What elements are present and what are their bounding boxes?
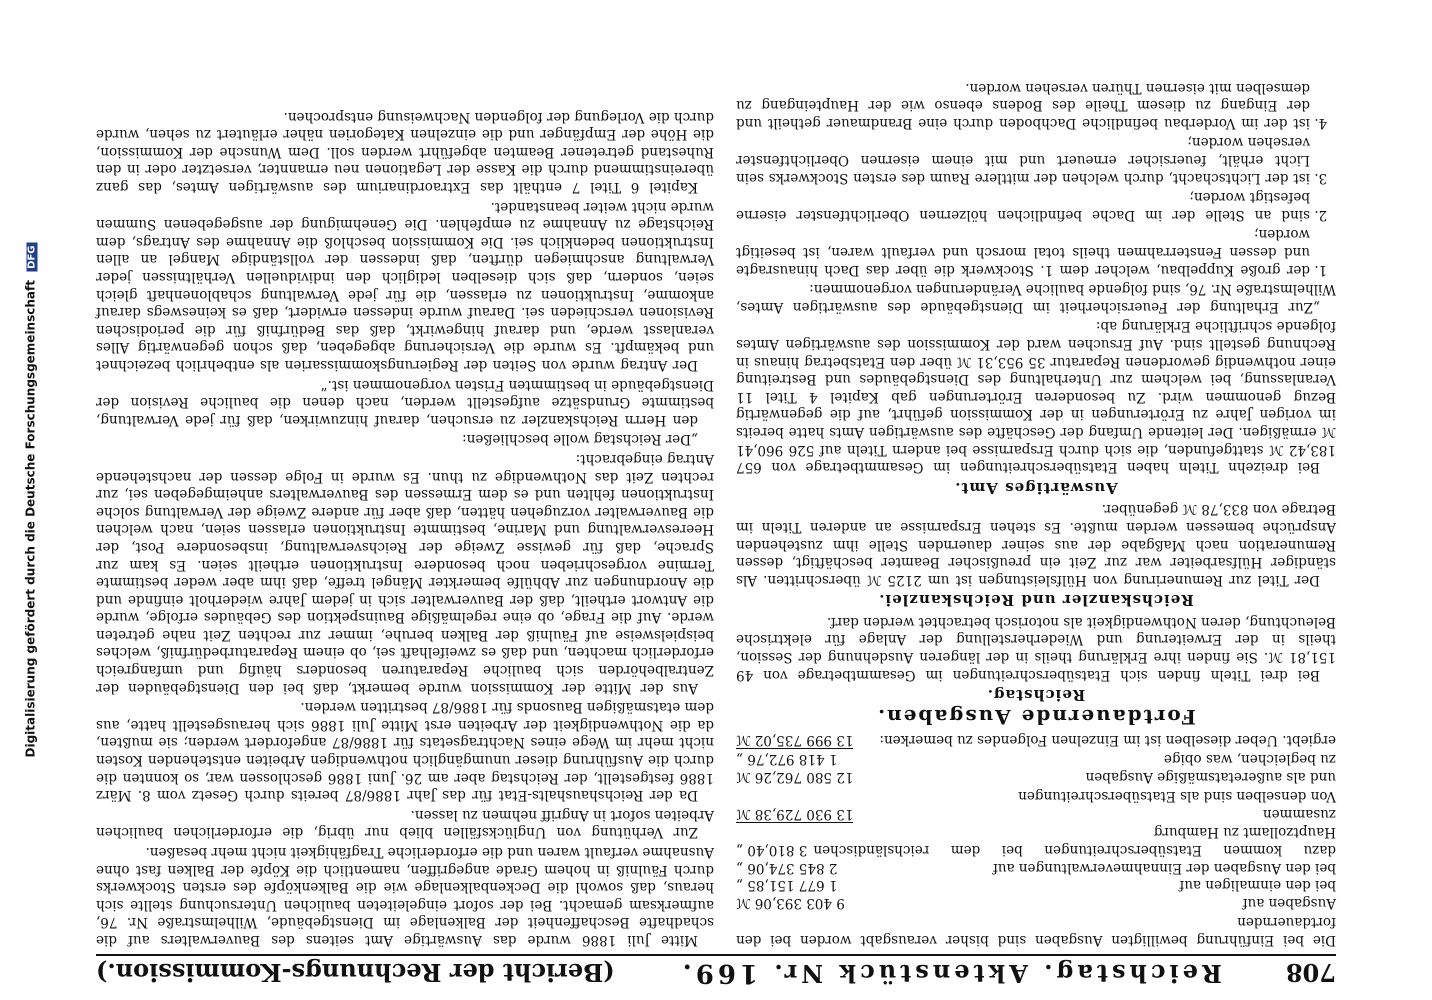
paragraph: Bei dreizehn Titeln haben Etatsüberschreitungen im Gesammtbetrage von 657 183,42 ℳ stattgefunden, die sich durch Ersparnisse bei andern Titeln auf 526 960,41 ℳ ermäßigen. Der leitende Umfang der Geschäfte des auswärtigen Amts hatte bereits im vorigen Jahre zu Erörterungen in der Kommission geführt, auf die gegenwärtig Bezug genommen wird. Zu besonderen Erörterungen gab Kapitel 4 Titel 11 Veranlassung, bei welchem zur Unterhaltung des Dienstgebäudes und Bestreitung einer nothwendig gewordenen Reparatur 35 953,31 ℳ über den Etatsbetrag hinaus in Rechnung gestellt sind. Auf Ersuchen ward der Kommission des auswärtigen Amtes folgende schriftliche Erklärung ab: [736,318,1336,476]
text-column-left [736,76,1336,948]
dfg-logo: DFG [27,243,38,272]
quote-intro: „Zur Erhaltung der Feuersicherheit im Dienstgebäude des auswärtigen Amtes, Wilhelmstraße Nr. 76, sind folgende bauliche Veränderungen vorgenommen: [736,281,1336,315]
list-item: 4. ist der im Vorderbau befindliche Dachboden durch eine Brandmauer getheilt und der Eingang zu diesem Theile des Bodens ebenso wie der Haupteingang zu demselben mit eisernen Thüren versehen worden. [736,78,1310,131]
list-item: 1. der große Kuppelbau, welcher dem 1. Stockwerk die über das Dach hinausragte und dessen Fensterrahmen theils total morsch und verfault waren, ist beseitigt worden; [736,225,1310,278]
paragraph: Bei drei Titeln finden sich Etatsüberschreitungen im Gesammtbetrage von 49 151,81 ℳ. Sie finden ihre Erklärung theils in der längeren Ausdehnung der Session, theils in der Erweiterung und Wiederherstellung der Anlage für elektrische Beleuchtung, deren Nothwendigkeit als notorisch betrachtet werden darf. [736,613,1336,683]
digitization-credit [0,0,62,1000]
page-header [96,954,1336,992]
paragraph: Der Antrag wurde von Seiten der Regierungskommissarien als entbehrlich bezeichnet und bekämpft. Es wurde die Versicherung abgegeben, daß schon gegenwärtig Alles veranlasst werde, und darauf hingewirkt, daß das Bedürfniß für die periodischen Revisionen verschieden sei. Darauf wurde indessen erwidert, daß es keineswegs darauf ankomme, Instruktionen zu erlassen, die für jede Verwaltung schablonenhaft gleich seien, sondern, daß sich dieselben lediglich den individuellen Verhältnissen jeder Verwaltung anschmiegen dürften, daß indessen der vollständige Mangel an allen Instruktionen bedenklich sei. Die Kommission beschloß die Annahme des Antrags, dem Reichstage zu Annahme zu empfehlen. Die Genehmigung der ausgegebenen Summen wurde nicht weiter beanstandet. [96,198,714,373]
quote-body: den Herrn Reichskanzler zu ersuchen, darauf hinzuwirken, daß für jede Verwaltung, bestimmte Grundsätze aufgestellt werden, nach denen die bauliche Revision der Dienstgebäude in bestimmten Fristen vorgenommen ist.“ [96,376,714,428]
figure-row: dazu kommen Etatsüberschreitungen bei dem reichsländischen Hauptzollamt zu Hamburg 3 810,40 „ [736,824,1336,859]
section-title: Fortdauernde Ausgaben. [876,704,1196,729]
paragraph: Zur Verhütung von Unglücksfällen blieb nur übrig, die erforderlichen baulichen Arbeiten sofort in Angriff nehmen zu lassen. [96,806,714,841]
figure-row: und als außeretatsmäßige Ausgaben 12 580 762,26 ℳ [736,768,1336,785]
paragraph: Der Titel zur Remunerirung von Hülfsleistungen ist um 2125 ℳ überschritten. Als ständiger Hülfsarbeiter war zur Zeit ein preußischer Beamter beschäftigt, dessen Remuneration nach Maßgabe der aus seiner dauernden Stelle ihm zustehenden Ansprüche bemessen werden mußte. Es stehen Ersparnisse an anderen Titeln im Betrage von 833,78 ℳ gegenüber. [736,501,1336,588]
figure-row: bei den einmaligen auf 1 677 151,85 „ [736,877,1336,894]
paragraph: Von denselben sind als Etatsüberschreitungen [1018,788,1336,805]
header-document-number: 169. [678,958,759,988]
numbered-list [736,78,1336,278]
header-title: Reichstag. Aktenstück Nr. 169. [678,958,1222,988]
paragraph: Mitte Juli 1886 wurde das Auswärtige Amt seitens des Bauverwalters auf die schadhafte Beschaffenheit der Balkenlage im Dienstgebäude, Wilhelmstraße Nr. 76, aufmerksam gemacht. Bei der sofort eingeleiteten baulichen Untersuchung stellte sich heraus, daß sowohl die Deckenbalkenlage wie die Balkenköpfe des ersten Stockwerks durch Fäulniß in hohem Grade angegriffen, namentlich die Köpfe der Balken fast ohne Ausnahme verfault waren und die erforderliche Tragfähigkeit nicht mehr besaßen. [96,844,714,948]
figure-row-total: ergiebt. Ueber dieselben ist im Einzelnen Folgendes zu bemerken: 13 999 735,02 ℳ [736,732,1336,749]
paragraph: Da der Reichshaushalts-Etat für das Jahr 1886/87 bereits durch Gesetz vom 8. März 1886 festgestellt, der Reichstag aber am 26. Juni 1886 geschlossen war, so konnten die durch die Ausführung dieser unumgänglich nothwendigen Arbeiten entstehenden Kosten nicht mehr im Wege eines Nachtragsetats für 1886/87 angefordert werden; sie mußten, da die Nothwendigkeit der Arbeiten erst Mitte Juli 1886 sich herausgestellt hatte, aus dem etatsmäßigen Bausonds für 1886/87 bestritten werden. [96,699,714,804]
quote-intro: „Der Reichstag wolle beschließen: [462,431,698,448]
figure-row: zu begleichen, was obige 1 418 972,76 „ [736,751,1336,768]
figure-row: bei den Ausgaben der Einnahmeverwaltungen auf 2 845 374,06 „ [736,859,1336,876]
header-page-number: 708 [1285,958,1336,987]
paragraph: Die bei Einführung bewilligten Ausgaben sind bisher verausgabt worden bei den fortdauernden [736,914,1336,948]
figure-row-total: zusammen 13 930 729,38 ℳ [736,805,1336,822]
list-item: 2. sind an Stelle der im Dache befindlichen hölzernen Oberlichtfenster eiserne befestigt worden; [736,188,1310,223]
subsection-title: Reichskanzler und Reichskanzlei. [878,591,1194,610]
subsection-title: Reichstag. [986,686,1086,705]
digitization-text: Digitalisierung gefördert durch die Deutsche Forschungsgemeinschaft [23,280,38,758]
paragraph: Aus der Mitte der Kommission wurde bemerkt, daß bei den Dienstgebäuden der Zentralbehörden sich bauliche Reparaturen besonders häufig und umfangreich erforderlich machten, und daß es zweifelhaft sei, ob einem Reparaturbedürfniß, welches beispielsweise auf Fäulniß der Balken beruhe, immer zur rechten Zeit nahe getreten werde. Auf die Frage, ob eine regelmäßige Bauinspektion des Gebäudes erfolge, wurde die Antwort ertheilt, daß der Bauverwalter sich in jedem Jahre wiederholt einfinde und die Anordnungen zur Abhülfe bemerkter Mängel treffe, daß ihm aber weder bestimmte Termine vorgeschrieben noch besondere Instruktionen ertheilt seien. Es kam zur Sprache, daß für gewisse Zweige der Reichsverwaltung, insbesondere Post, der Heeresverwaltung und Marine, bestimmte Instruktionen erlassen seien, nach welchen die Bauverwalter vorzugehen hätten, daß aber für andere Zweige der Verwaltung solche Instruktionen fehlten und es dem Ermessen des Bauverwalters anheimgegeben sei, zur rechten Zeit das Nothwendige zu thun. Es wurde in Folge dessen der nachstehende Antrag eingebracht: [96,450,714,696]
paragraph: Kapitel 6 Titel 7 enthält das Extraordinarium des auswärtigen Amtes, das ganz übereinstimmend durch die Kasse der Legationen neu ernannter, versetzter oder in den Ruhestand getretener Beamten abgeführt werden soll. Dem Wunsche der Kommission, die Höhe der Empfänger und die einzelnen Kategorien näher erläutert zu sehen, wurde durch die Vorlegung der folgenden Nachweisung entsprochen. [96,108,714,196]
subsection-title: Auswärtiges Amt. [954,478,1118,497]
list-item: 3. ist der Lichtschacht, durch welchen der mittlere Raum des ersten Stockwerks sein Licht erhält, feuersicher erneuert und mit einem eisernen Oberlichtfenster versehen worden; [736,133,1310,186]
text-column-right [96,105,714,948]
figure-row: Ausgaben auf 9 403 393,06 ℳ [736,894,1336,911]
header-report-label: (Bericht der Rechnungs-Kommission.) [96,958,615,987]
